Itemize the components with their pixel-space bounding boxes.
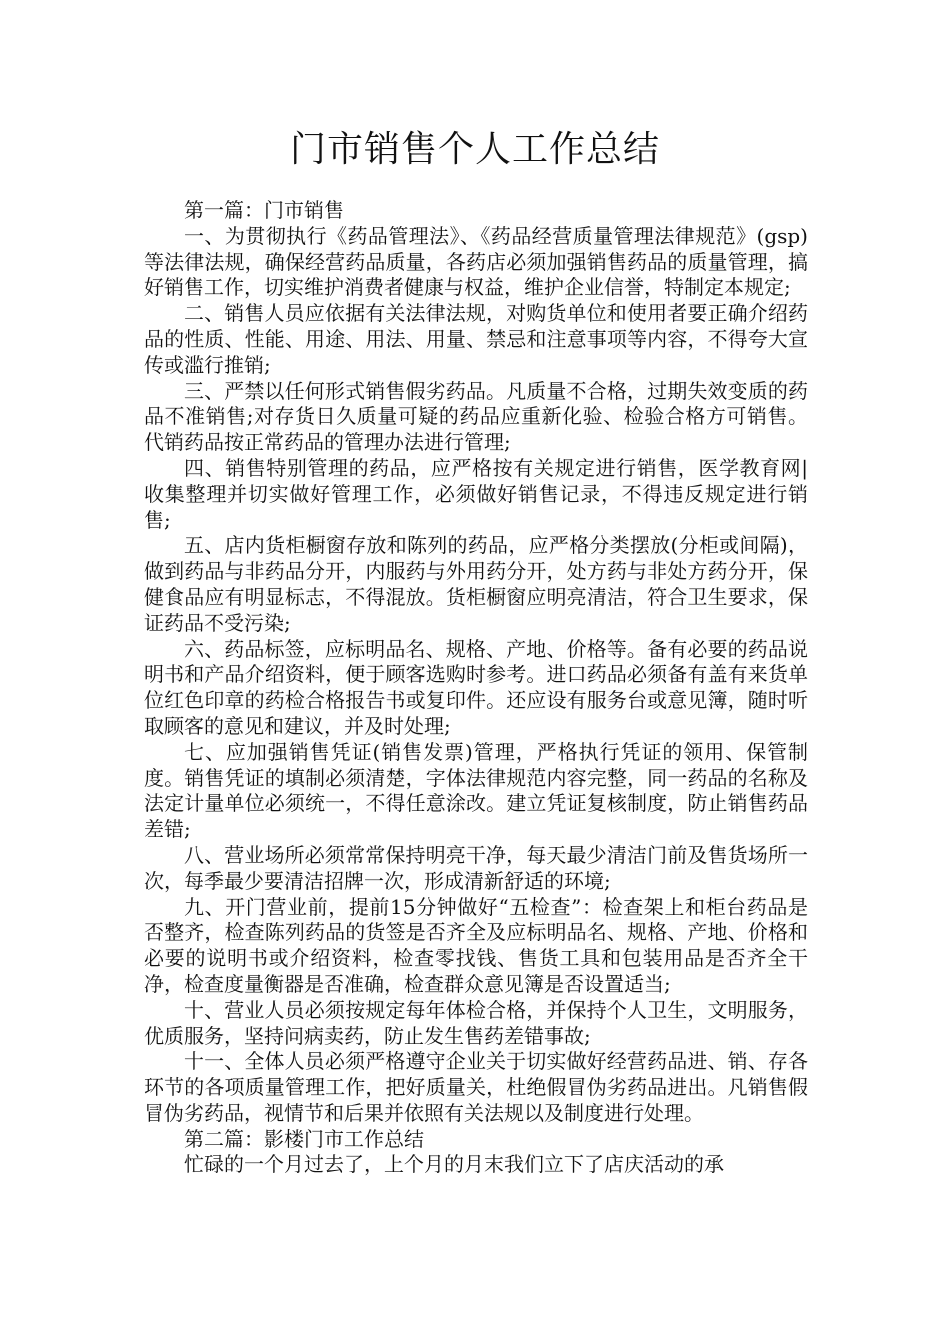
paragraph: 九、开门营业前，提前15分钟做好“五检查”：检查架上和柜台药品是否整齐，检查陈列药品的货签是否齐全及应标明品名、规格、产地、价格和必要的说明书或介绍资料，检查零找钱、售货工具和包装用品是否齐全干净，检查度量衡器是否准确，检查群众意见簿是否设置适当; xyxy=(144,894,808,996)
paragraph: 忙碌的一个月过去了，上个月的月末我们立下了店庆活动的承 xyxy=(184,1152,724,1177)
paragraph: 十一、全体人员必须严格遵守企业关于切实做好经营药品进、销、存各环节的各项质量管理工作，把好质量关，杜绝假冒伪劣药品进出。凡销售假冒伪劣药品，视情节和后果并依照有关法规以及制度进行处理。 xyxy=(144,1049,808,1125)
section-heading: 第一篇：门市销售 xyxy=(184,198,344,222)
paragraph: 一、为贯彻执行《药品管理法》、《药品经营质量管理法律规范》(gsp)等法律法规，确保经营药品质量，各药店必须加强销售药品的质量管理，搞好销售工作，切实维护消费者健康与权益，维护企业信誉，特制定本规定; xyxy=(144,223,808,300)
paragraph: 七、应加强销售凭证(销售发票)管理，严格执行凭证的领用、保管制度。销售凭证的填制必须清楚，字体法律规范内容完整，同一药品的名称及法定计量单位必须统一，不得任意涂改。建立凭证复核制度，防止销售药品差错; xyxy=(144,739,808,842)
paragraph: 五、店内货柜橱窗存放和陈列的药品，应严格分类摆放(分柜或间隔)，做到药品与非药品分开，内服药与外用药分开，处方药与非处方药分开，保健食品应有明显标志，不得混放。货柜橱窗应明亮清洁，符合卫生要求，保证药品不受污染; xyxy=(144,533,808,635)
paragraph: 八、营业场所必须常常保持明亮干净，每天最少清洁门前及售货场所一次，每季最少要清洁招牌一次，形成清新舒适的环境; xyxy=(144,842,808,893)
paragraph: 六、药品标签，应标明品名、规格、产地、价格等。备有必要的药品说明书和产品介绍资料，便于顾客选购时参考。进口药品必须备有盖有来货单位红色印章的药检合格报告书或复印件。还应设有服务台或意见簿，随时听取顾客的意见和建议，并及时处理; xyxy=(144,636,808,738)
paragraph: 二、销售人员应依据有关法律法规，对购货单位和使用者要正确介绍药品的性质、性能、用途、用法、用量、禁忌和注意事项等内容，不得夸大宣传或滥行推销; xyxy=(144,301,808,377)
paragraph: 三、严禁以任何形式销售假劣药品。凡质量不合格，过期失效变质的药品不准销售;对存货日久质量可疑的药品应重新化验、检验合格方可销售。代销药品按正常药品的管理办法进行管理; xyxy=(144,378,808,455)
document-body xyxy=(144,198,808,1178)
section-heading: 第二篇：影楼门市工作总结 xyxy=(184,1126,424,1151)
paragraph: 十、营业人员必须按规定每年体检合格，并保持个人卫生，文明服务，优质服务，坚持问病卖药，防止发生售药差错事故; xyxy=(144,997,808,1048)
document-title: 门市销售个人工作总结 xyxy=(289,129,660,170)
paragraph: 四、销售特别管理的药品，应严格按有关规定进行销售，医学教育网|收集整理并切实做好管理工作，必须做好销售记录，不得违反规定进行销售; xyxy=(144,455,808,532)
